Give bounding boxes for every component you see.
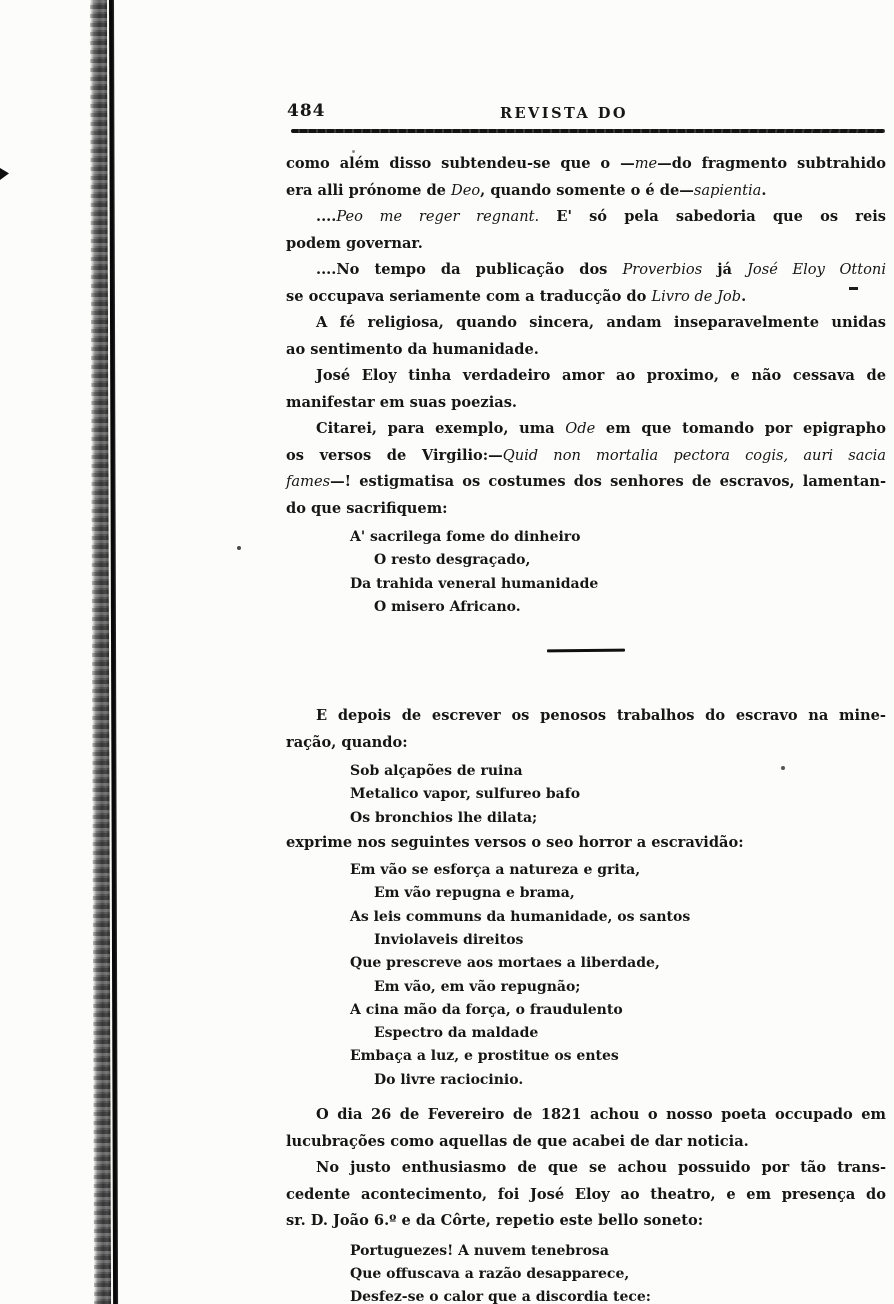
text-run: se occupava seriamente com a traducção do (286, 287, 652, 305)
verse-line (374, 549, 886, 572)
italic-text: José Eloy Ottoni (747, 261, 886, 278)
verse-line (350, 807, 886, 830)
verse-line (350, 1240, 886, 1263)
ink-speck (237, 546, 241, 550)
verse-line (350, 906, 886, 929)
verse-line (350, 1045, 886, 1068)
text-run: manifestar em suas poezias. (286, 393, 517, 411)
text-run: José Eloy tinha verdadeiro amor ao proximo, e não cessava de (316, 367, 886, 384)
text-run: —! estigmatisa os costumes dos senhores de escravos, lamentan- (330, 473, 886, 490)
text-run: exprime nos seguintes versos o seo horror a escravidão: (286, 834, 744, 852)
text-line (286, 1129, 886, 1156)
text-line (286, 151, 886, 178)
text-run: como além disso subtendeu-se que o — (286, 155, 635, 172)
verse-line (374, 1069, 886, 1092)
text-run: Da trahida veneral humanidade (350, 575, 599, 592)
verse-line (350, 1263, 886, 1286)
verse-line (374, 1022, 886, 1045)
text-run: Espectro da maldade (374, 1025, 539, 1042)
book-spine-gutter (0, 0, 134, 1304)
text-line (286, 1102, 886, 1129)
text-line (286, 310, 886, 337)
page-body (286, 0, 886, 1304)
text-run: ....No tempo da publicação dos (316, 261, 623, 278)
verse-line (350, 783, 886, 806)
text-line (286, 204, 886, 231)
text-run: O misero Africano. (374, 598, 521, 615)
italic-text: Peo me reger regnant. (336, 208, 540, 225)
text-line (286, 284, 886, 311)
text-run: O dia 26 de Fevereiro de 1821 achou o nosso poeta occupado em (316, 1106, 886, 1124)
text-line (286, 231, 886, 258)
text-line (286, 416, 886, 443)
text-run: em que tomando por epigrapho (595, 420, 886, 437)
page-number: 484 (287, 101, 326, 121)
text-run: E depois de escrever os penosos trabalhos do escravo na mine- (316, 707, 886, 725)
text-line (286, 1182, 886, 1209)
text-run: cedente acontecimento, foi José Eloy ao theatro, e em presença do (286, 1185, 886, 1203)
text-run: podem governar. (286, 234, 423, 252)
verse-line (374, 929, 886, 952)
text-run: já (702, 261, 748, 278)
text-run: . (761, 181, 767, 199)
text-run: lucubrações como aquellas de que acabei de dar noticia. (286, 1132, 749, 1150)
text-run: Inviolaveis direitos (374, 931, 524, 948)
text-run: Embaça a luz, e prostitue os entes (350, 1048, 619, 1065)
text-run: A' sacrilega fome do dinheiro (350, 529, 581, 545)
text-line (286, 1208, 886, 1235)
italic-text: me (634, 155, 658, 172)
text-run: As leis communs da humanidade, os santos (350, 908, 691, 925)
section-divider (547, 649, 625, 653)
text-run: E' só pela sabedoria que os reis (539, 208, 886, 225)
italic-text: fames (286, 473, 331, 490)
text-run: Desfez-se o calor que a discordia tece: (350, 1289, 651, 1304)
italic-text: Livro de Job (651, 287, 742, 305)
text-run: .... (316, 208, 337, 225)
text-run: Em vão repugna e brama, (374, 885, 575, 902)
verse-line (350, 952, 886, 975)
text-run: No justo enthusiasmo de que se achou possuido por tão trans- (316, 1159, 886, 1177)
ink-speck (352, 150, 355, 153)
verse-line (350, 573, 886, 596)
text-run: Portuguezes! A nuvem tenebrosa (350, 1242, 609, 1259)
verse-line (350, 760, 886, 783)
text-line (286, 337, 886, 364)
verse-line (374, 596, 886, 619)
ink-mark-dash (849, 287, 858, 290)
text-run: A cina mão da força, o fraudulento (350, 1001, 623, 1018)
verse-line (350, 526, 886, 549)
text-line (286, 178, 886, 205)
text-run: Que prescreve aos mortaes a liberdade, (350, 955, 660, 972)
italic-text: Deo (451, 181, 481, 199)
verse-line (374, 976, 886, 999)
italic-text: sapientia (693, 181, 762, 199)
text-run: Em vão se esforça a natureza e grita, (350, 862, 641, 879)
text-line (286, 1155, 886, 1182)
text-run: Que offuscava a razão desapparece, (350, 1265, 630, 1282)
text-run: —do fragmento subtrahido (657, 155, 886, 172)
text-run: Sob alçapões de ruina (350, 763, 523, 780)
text-line (286, 730, 886, 757)
verse-line (350, 999, 886, 1022)
text-run: Em vão, em vão repugnão; (374, 978, 581, 995)
italic-text: Ode (565, 420, 596, 437)
text-run: . (741, 287, 747, 305)
italic-text: Proverbios (622, 261, 703, 278)
text-run: sr. D. João 6.º e da Côrte, repetio este bello soneto: (286, 1212, 704, 1230)
text-run: A fé religiosa, quando sincera, andam inseparavelmente unidas (316, 314, 886, 331)
text-run: ração, quando: (286, 733, 408, 751)
text-run: , quando somente o é de— (480, 181, 694, 199)
ink-speck (781, 766, 785, 770)
text-line (286, 257, 886, 284)
text-run: Citarei, para exemplo, uma (316, 420, 566, 437)
verse-line (350, 859, 886, 882)
text-run: era alli prónome de (286, 181, 452, 199)
running-title: REVISTA DO (499, 105, 629, 122)
italic-text: Quid non mortalia pectora cogis, auri sacia (502, 446, 886, 464)
text-run: do que sacrifiquem: (286, 499, 448, 517)
text-line (286, 830, 886, 855)
text-run: Os bronchios lhe dilata; (350, 809, 538, 826)
text-run: O resto desgraçado, (374, 552, 531, 569)
text-line (286, 469, 886, 496)
text-line (286, 703, 886, 730)
text-line (286, 390, 886, 417)
text-run: os versos de Virgilio:— (286, 446, 503, 464)
verse-line (350, 1286, 886, 1304)
text-line (286, 496, 886, 523)
text-line (286, 363, 886, 390)
text-line (286, 443, 886, 470)
text-run: Do livre raciocinio. (374, 1071, 524, 1088)
text-run: ao sentimento da humanidade. (286, 340, 539, 358)
text-run: Metalico vapor, sulfureo bafo (350, 786, 581, 803)
verse-line (374, 882, 886, 905)
